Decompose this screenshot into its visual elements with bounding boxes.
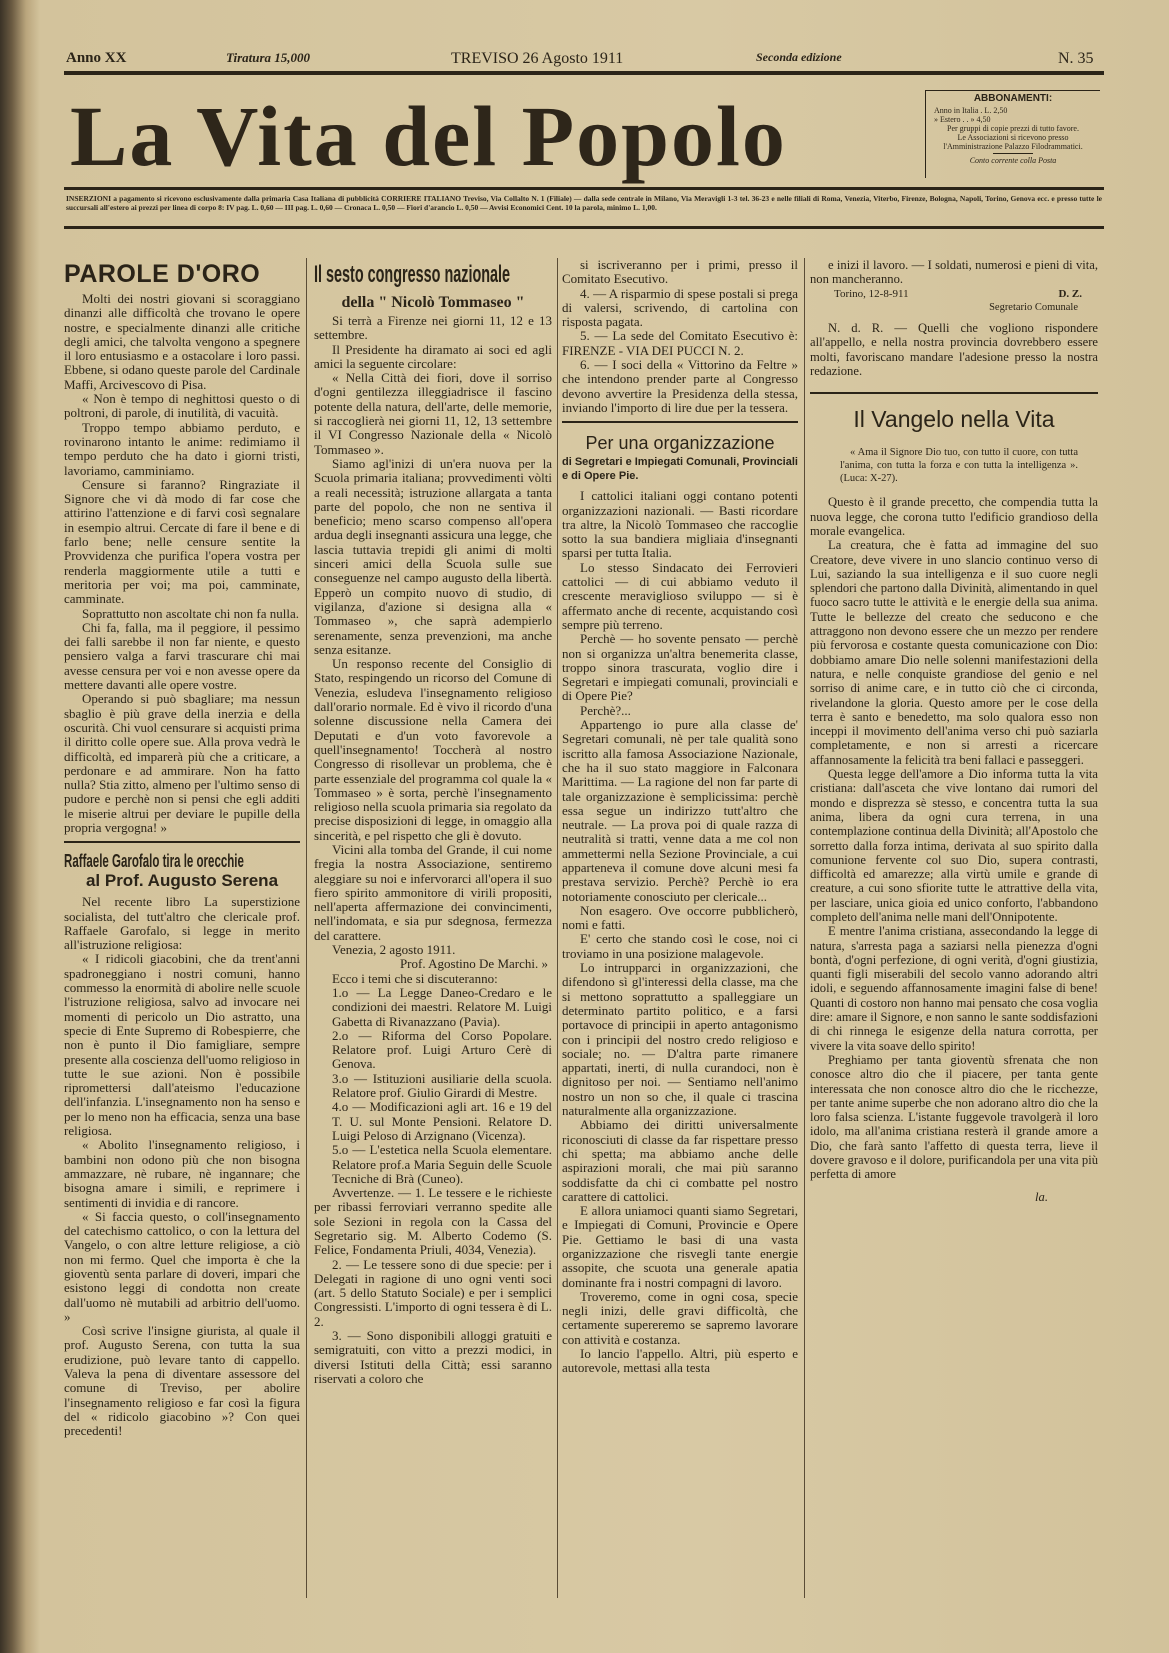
paragraph: Siamo agl'inizi di un'era nuova per la Scuola primaria italiana; provvedimenti vòlti a reali necessità; istruzione allargata a tanta parte del popolo, che non ne sentiva il beneficio; meno scarso compenso all'opera ardua degli insegnanti assicura una legge, che lascia tuttavia trepidi gli animi di molti sinceri amici della Scuola sulle sue conseguenze nel campo augusto della libertà. Epperò un compito nuovo di studio, di vigilanza, d'azione si designa alla « Tommaseo », che saprà adempierlo serenamente, senza prevenzioni, ma anche senza esitanze.	[314, 455, 552, 657]
column-divider	[306, 258, 307, 1598]
price-estero: » Estero . . » 4,50	[934, 115, 991, 124]
paragraph: Avvertenze. — 1. Le tessere e le richieste per ribassi ferroviari verranno spedite alle sole Sezioni in regola con la Cassa del Segretario sig. M. Alberto Codemo (S. Felice, Fondamenta Priuli, 4034, Venezia).	[314, 1185, 552, 1258]
article-title-organizzazione: Per una organizzazione	[585, 433, 775, 454]
abbonamenti-box	[925, 90, 1100, 178]
paragraph: 4. — A risparmio di spese postali si prega di valersi, scrivendo, di cartolina con risposta pagata.	[562, 285, 798, 330]
article-divider	[810, 392, 1098, 394]
article-body	[64, 895, 300, 1438]
masthead: La Vita del Popolo	[70, 88, 787, 184]
article-divider	[562, 421, 798, 423]
paragraph: Preghiamo per tanta gioventù sfrenata che non conosce altro dio che il piacere, per tanta gente interessata che non conosce altro dio che le ricchezze, per tante anime superbe che non adorano altro dio che la loro falsa scienza. L'istante fuggevole travolgerà il loro idolo, ma all'anima cristiana resterà il grande amore a Dio, che farà santo l'affetto di questa terra, lieve il dovere gravoso e il dolore, purificandola per una vita più perfetta di amore	[810, 1052, 1098, 1182]
paragraph: E allora uniamoci quanti siamo Segretari, e Impiegati di Comuni, Provincie e Opere Pie. Gettiamo le basi di una vasta organizzazione che risvegli tante energie assopite, che scuota una generale apatia dominante fra i nostri compagni di lavoro.	[562, 1203, 798, 1290]
article-divider	[64, 841, 300, 843]
paragraph: 5.o — L'estetica nella Scuola elementare. Relatore prof.a Maria Seguin delle Scuole Tecniche di Brà (Cuneo).	[332, 1142, 552, 1186]
paragraph: Si terrà a Firenze nei giorni 11, 12 e 13 settembre.	[314, 313, 552, 343]
paragraph: « Non è tempo di neghittosi questo o di poltroni, di parole, di inutilità, di vacuità.	[64, 391, 300, 421]
header-info-line	[66, 50, 1106, 70]
paragraph: Troppo tempo abbiamo perduto, e rovinarono intanto le anime: redimiamo il tempo perduto che ha dato i giorni tristi, lavoriamo, camminiamo.	[64, 419, 300, 478]
article-body	[810, 495, 1098, 1181]
divider	[993, 153, 1033, 154]
price-italia: Anno in Italia . L. 2,50	[934, 106, 1008, 115]
paragraph: 2.o — Riforma del Corso Popolare. Relatore prof. Luigi Arturo Cerè di Genova.	[332, 1027, 552, 1072]
paragraph: E mentre l'anima cristiana, assecondando la legge di natura, s'arresta paga a saziarsi nella pienezza d'ogni bontà, d'ogni perfezione, di ogni verità, d'ogni giustizia, quanti figli miserabili del secolo vanno adorando altri idoli, e seguendo affannosamente imagini false di bene! Quanti di costoro non hanno mai pensato che cosa voglia dire: amare il Signore, e non sanno le sante soddisfazioni di chi rinnega le esigenze della natura corrotta, per vivere la vita soave dello spirito!	[810, 924, 1098, 1053]
article-body	[562, 258, 798, 415]
paragraph: « Nella Città dei fiori, dove il sorriso d'ogni gentilezza illeggiadrisce il fascino potente della natura, dell'arte, delle memorie, si raccoglierà nei giorni 11, 12, 13 settembre il VI Congresso Nazionale della « Nicolò Tommaseo ».	[314, 370, 552, 457]
column-4	[810, 258, 1098, 1204]
article-title-congresso: Il sesto congresso nazionale	[314, 261, 511, 288]
paragraph: si iscriveranno per i primi, presso il Comitato Esecutivo.	[562, 257, 798, 287]
paragraph: Perchè?...	[580, 702, 631, 718]
paragraph: Lo stesso Sindacato dei Ferrovieri cattolici — di cui abbiamo veduto il crescente meraviglioso sviluppo — si è affermato anche di recente, acquistando così sempre più terreno.	[562, 559, 798, 632]
paragraph: Lo intrupparci in organizzazioni, che difendono sì gl'interessi della classe, ma che si mettono soprattutto a spalleggiare un determinato partito politico, e a farsi portavoce di principii in aperto antagonismo con i principii del nostro credo religioso e sociale; no. — D'altra parte rimanere appartati, inerti, di nulla curandoci, non è dignitoso per noi. — Sentiamo nell'animo nostro un non so che, il quale ci trascina naturalmente alla organizzazione.	[562, 960, 798, 1119]
edizione: Seconda edizione	[756, 50, 842, 64]
nota-redazione: N. d. R. — Quelli che vogliono rispondere all'appello, e nella nostra provincia dovrebbero essere molti, favoriscano mandare l'adesione presso la nostra redazione.	[810, 321, 1098, 379]
tiratura: Tiratura 15,000	[226, 50, 311, 65]
paragraph: Chi fa, falla, ma il peggiore, il pessimo dei falli sarebbe il non far niente, e questo pensiero valga a farvi trascurare chi mai avesse censura per voi e non avesse opere da mettere davanti alle opere vostre.	[64, 619, 300, 693]
signer-role: Segretario Comunale	[989, 301, 1078, 313]
paragraph: 2. — Le tessere sono di due specie: per i Delegati in ragione di uno ogni venti soci (art. 5 dello Statuto Sociale) e per i semplici Congressisti. L'importo di ogni tessera è di L. 2.	[314, 1256, 552, 1329]
paragraph: La creatura, che è fatta ad immagine del suo Creatore, deve vivere in uno slancio continuo verso di Lui, saziando la sua intelligenza e il suo cuore negli splendori che partono dalla Divinità, alimentando in quel fuoco sacro tutte le attività e le energie della sua anima. Tutte le bellezze del creato che seducono e che attraggono non devono essere che un mezzo per rendere più fervorosa e costante questa comunicazione con Dio: dobbiamo amare Dio nelle solenni manifestazioni della natura, e nelle conquiste grandiose del genio e nel sorriso di anime care, e in tutto ciò che ci circonda, rivelandone la gloria. Questo amore per le cose della terra è santo e benedetto, ma solo qualora esso non inceppi il movimento dell'anima verso chi può saziarla completamente, e non si arresti a ricercare affannosamente la felicità tra beni fallaci e passeggeri.	[810, 538, 1098, 767]
article-subtitle-organizzazione: di Segretari e Impiegati Comunali, Provinciali e di Opere Pie.	[562, 456, 798, 483]
letter-signature	[810, 287, 1098, 301]
issue-number: N. 35	[1058, 50, 1094, 67]
article-subtitle-congresso: della " Nicolò Tommaseo "	[341, 294, 525, 311]
paragraph: Non esagero. Ove occorre pubblicherò, nomi e fatti.	[562, 902, 798, 933]
inserzioni-notice: INSERZIONI a pagamento si ricevono esclusivamente dalla primaria Casa Italiana di pubblicità CORRIERE ITALIANO Treviso, Via Collalto N. 1 (Filiale) — dalla sede centrale in Milano, Via Meravigli 1-3 tel. 36-23 e nelle filiali di Roma, Venezia, Viterbo, Firenze, Bologna, Napoli, Torino, Genova ecc. e presso tutte le succursali all'estero ai prezzi per linea di corpo 8: IV pag. L. 0,60 — III pag. L. 0,60 — Cronaca L. 0,50 — Fiori d'arancio L. 0,50 — Avvisi Economici Cent. 10 la parola, minimo L. 1,00.	[66, 194, 1102, 212]
paragraph: Io lancio l'appello. Altri, più esperto e autorevole, mettasi alla testa	[562, 1346, 798, 1376]
paragraph: « I ridicoli giacobini, che da trent'anni spadroneggiano i nostri comuni, hanno commesso la enormità di abolire nelle scuole l'istruzione religiosa, salvo ad invocare nei momenti di pericolo un Dio astratto, una specie di Ente Supremo di Robespierre, che non è punto il Dio famigliare, sempre presente alla coscienza dell'uomo religioso in tutte le sue azioni. Non è possibile ripromettersi dall'ateismo l'educazione dell'infanzia. L'insegnamento non ha senso e per lo meno non ha efficacia, senza una base religiosa.	[64, 951, 300, 1139]
column-divider	[804, 258, 805, 1598]
conto-note: Conto corrente colla Posta	[969, 156, 1057, 165]
paragraph: Così scrive l'insigne giurista, al quale il prof. Augusto Serena, con tutta la sua erudizione, può levare tanto di cappello. Valeva la pena di diventare assessore del comune di Treviso, per abolire l'insegnamento religioso e far così la figura del « ridicolo giacobino »? Con quei precedenti!	[64, 1323, 300, 1439]
column-2	[314, 258, 552, 1386]
article-title-parole-doro: PAROLE D'ORO	[64, 260, 261, 288]
paragraph: Nel recente libro La superstizione socialista, del tutt'altro che clericale prof. Raffaele Garofalo, si legge in merito all'istruzione religiosa:	[64, 894, 300, 953]
paragraph: Venezia, 2 agosto 1911.	[332, 942, 456, 958]
temi-list	[314, 986, 552, 1186]
article-continuation: e inizi il lavoro. — I soldati, numerosi e pieni di vita, non mancheranno.	[810, 258, 1098, 287]
anno: Anno XX	[66, 50, 127, 66]
paragraph: Questo è il grande precetto, che compendia tutta la nuova legge, che corona tutto l'edificio grandioso della morale evangelica.	[810, 495, 1098, 538]
gruppi-note: Per gruppi di copie prezzi di tutto favore.	[947, 124, 1079, 133]
paragraph: 6. — I soci della « Vittorino da Feltre » che intendono prender parte al Congresso devono avvertire la Presidenza della stessa, inviando l'importo di lire due per la tessera.	[562, 357, 798, 415]
paragraph: I cattolici italiani oggi contano potenti organizzazioni nazionali. — Basti ricordare tra altre, la Nicolò Tommaseo che raccoglie sotto la sua bandiera migliaia d'insegnanti sparsi per tutta Italia.	[562, 488, 798, 561]
paragraph: E' certo che stando così le cose, noi ci troviamo in una posizione malagevole.	[562, 931, 798, 961]
paragraph: Perchè — ho sovente pensato — perchè non si organizza un'altra benemerita classe, troppo sinora trascurata, voglio dire i Segretari e impiegati comunali, provinciali e di Opere Pie?	[562, 631, 798, 704]
article-title-garofalo: Raffaele Garofalo tira le orecchie	[64, 851, 244, 872]
paragraph: Un responso recente del Consiglio di Stato, respingendo un ricorso del Comune di Venezia, esludeva l'insegnamento religioso dall'orario normale. Ed è vivo il ricordo d'una solenne discussione nella Camera dei Deputati e d'un voto favorevole a quell'insegnamento! Toccherà al nostro Congresso di risollevar un problema, che è parte essenziale del programma col quale la « Tommaseo » è sorta, perchè l'insegnamento religioso nella scuola primaria sia regolato da precise disposizioni di legge, in omaggio alla sincerità, e pel rispetto che gli è dovuto.	[314, 656, 552, 843]
paragraph: Operando si può sbagliare; ma nessun sbaglio è più grave della inerzia e della oscurità. Chi vuol censurare si acquisti prima il diritto colle opere sue. Alla prova vedrà le difficoltà, ed imparerà più che a criticare, a perdonare e ad ammirare. Non ha fatto nulla? Stia zitto, almeno per l'ultimo senso di pudore e perchè non si pensi che egli additi le miserie altrui per deviare le pupille della propria vergogna! »	[64, 691, 300, 835]
paragraph: « Abolito l'insegnamento religioso, i bambini non odono più che non bisogna ammazzare, nè rubare, nè ingannare; che bisogna amare i simili, e reprimere i sentimenti di invidia e di rancore.	[64, 1137, 300, 1210]
place-date: Torino, 12-8-911	[834, 287, 909, 300]
paragraph: 4.o — Modificazioni agli art. 16 e 19 del T. U. sul Monte Pensioni. Relatore D. Luigi Peloso di Arzignano (Vicenza).	[332, 1099, 552, 1143]
temi-intro: Ecco i temi che si discuteranno:	[332, 970, 498, 986]
avvertenze	[314, 1186, 552, 1386]
article-body	[64, 292, 300, 835]
paragraph: Appartengo io pure alla classe de' Segretari comunali, nè per tale qualità sono iscritto alla famosa Associazione Nazionale, che ha il suo stato maggiore in Falconara Marittima. — La ragione del non far parte di tale organizzazione è semplicissima: perchè essa segue un indirizzo tutt'altro che neutrale. — La prova poi di quale razza di neutralità si tratti, venne data a me col non ammettermi nella Sezione Provinciale, a cui apparteneva il comune dove alcuni mesi fa prestava servizio. Perchè? Perchè io era notoriamente conosciuto per clericale...	[562, 717, 798, 904]
paragraph: 3.o — Istituzioni ausiliarie della scuola. Relatore prof. Giulio Girardi di Mestre.	[332, 1070, 552, 1101]
paragraph: Questa legge dell'amore a Dio informa tutta la vita cristiana: dall'asceta che vive lontano dai rumori del mondo e disprezza sè stesso, e concentra tutta la sua anima, libera da ogni cura terrena, in una contemplazione continua della Divinità; all'Apostolo che sorretto dalla forza intima, derivata al suo spirito dalla comunione fervente col suo Dio, supera contrasti, difficoltà ed amarezze; alla virtù umile e grande di creature, a cui sono sfiorite tutte le attrattive della vita, per lasciare, unica gioia ed unico conforto, l'abbandono completo dell'anima nelle mani dell'Onnipotente.	[810, 767, 1098, 924]
author-sign: la.	[1035, 1189, 1048, 1204]
article-title-vangelo: Il Vangelo nella Vita	[853, 406, 1055, 433]
article-body	[562, 489, 798, 1375]
paragraph: Abbiamo dei diritti universalmente riconosciuti di classe da far rispettare presso chi spetta; ma abbiamo anche delle aspirazioni morali, che mai più saranno soddisfatte da chi ci combatte pel nostro carattere di cattolici.	[562, 1117, 798, 1204]
article-body	[314, 314, 552, 957]
paragraph: 1.o — La Legge Daneo-Credaro e le condizioni dei maestri. Relatore M. Luigi Gabetta di Rivanazzano (Pavia).	[332, 984, 552, 1029]
column-divider	[557, 258, 558, 1598]
paragraph: Troveremo, come in ogni cosa, specie negli inizi, delle gravi difficoltà, che certamente supereremo se sapremo lavorare con attività e costanza.	[562, 1288, 798, 1347]
paragraph: 5. — La sede del Comitato Esecutivo è: FIRENZE - VIA DEI PUCCI N. 2.	[562, 328, 798, 358]
header-rule	[64, 71, 1104, 75]
paragraph: Censure si faranno? Ringraziate il Signore che vi dà modo di far cose che attirino l'attenzione e di farvi così segnalare in esempio altrui. Cercate di fare il bene e di farlo bene; nelle censure sentite la Provvidenza che purifica l'opera vostra per renderla maggiormente utile a tutti e meritoria per voi; ma poi, camminate, camminate.	[64, 476, 300, 607]
article-subtitle-garofalo: al Prof. Augusto Serena	[85, 871, 279, 891]
inserzioni-rule	[64, 226, 1104, 229]
epigraph-quote: « Ama il Signore Dio tuo, con tutto il cuore, con tutta l'anima, con tutta la forza e con tutta la intelligenza ». (Luca: X-27).	[840, 447, 1078, 485]
paragraph: Il Presidente ha diramato ai soci ed agli amici la seguente circolare:	[314, 341, 552, 371]
abbonamenti-title: ABBONAMENTI:	[973, 93, 1053, 104]
column-1	[64, 258, 300, 1439]
paragraph: « Si faccia questo, o coll'insegnamento del catechismo cattolico, o con la lettura del Vangelo, o con altre letture religiose, a ciò non mi fermo. Quel che importa è che la gioventù senta parlare di doveri, impari che esistono leggi di condotta non create dall'uomo nè mutabili ad arbitrio dell'uomo. »	[64, 1208, 300, 1324]
paragraph: Molti dei nostri giovani si scoraggiano dinanzi alle difficoltà che trovano le opere nostre, e specialmente dinanzi alle critiche degli amici, che talvolta vengono a spegnere il loro entusiasmo e a ostacolare i loro passi. Ebbene, si odano queste parole del Cardinale Maffi, Arcivescovo di Pisa.	[64, 291, 300, 392]
masthead-rule	[64, 187, 1104, 190]
paragraph: Vicini alla tomba del Grande, il cui nome fregia la nostra Associazione, sentiremo aleggiare su noi e infervorarci all'opera il suo fiero spirito ammonitore di virili propositi, nell'aperta affermazione dei convincimenti, nell'indomata, e sia pur sdegnosa, fermezza del carattere.	[314, 841, 552, 943]
initials: D. Z.	[1058, 287, 1082, 300]
paragraph: 3. — Sono disponibili alloggi gratuiti e semigratuiti, con vitto a prezzi modici, in diversi Istituti della Città; essi saranno riservati a coloro che	[314, 1328, 552, 1386]
column-3	[562, 258, 798, 1376]
paragraph: Soprattutto non ascoltate chi non fa nulla.	[82, 605, 299, 621]
associazioni-note: Le Associazioni si ricevono presso l'Amministrazione Palazzo Filodrammatici.	[943, 133, 1083, 151]
dateline: TREVISO 26 Agosto 1911	[451, 50, 624, 67]
signature: Prof. Agostino De Marchi. »	[399, 956, 548, 972]
